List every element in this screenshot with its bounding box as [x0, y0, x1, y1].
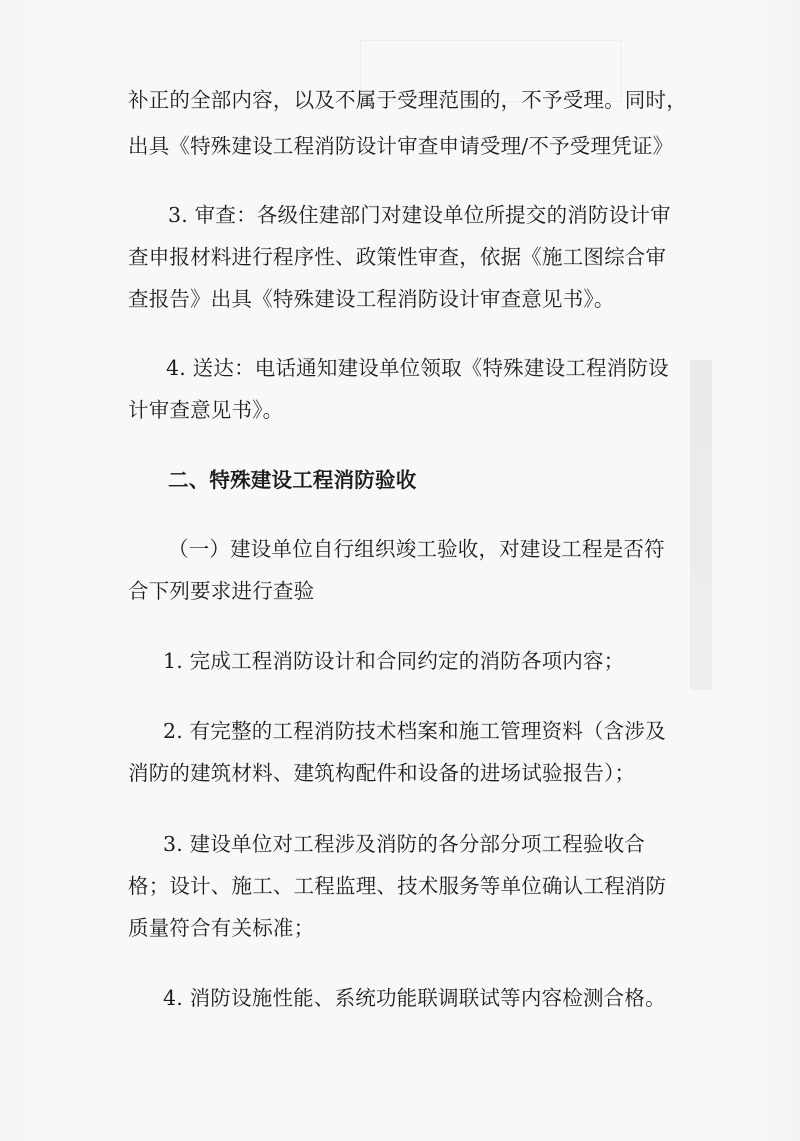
subsection-1-line-2: 合下列要求进行查验 — [128, 579, 315, 603]
req-item-3-line-1: 3. 建设单位对工程涉及消防的各分部分项工程验收合 — [163, 832, 646, 856]
req-item-2-line-1: 2. 有完整的工程消防技术档案和施工管理资料（含涉及 — [163, 719, 666, 743]
text-line-continuation-1: 补正的全部内容，以及不属于受理范围的，不予受理。同时， — [128, 88, 687, 112]
text-line-continuation-2: 出具《特殊建设工程消防设计审查申请受理/不予受理凭证》 — [128, 134, 674, 158]
req-item-3-line-2: 格；设计、施工、工程监理、技术服务等单位确认工程消防 — [128, 874, 667, 898]
req-item-3-line-3: 质量符合有关标准； — [128, 916, 315, 940]
item-3-review-line-1: 3. 审查：各级住建部门对建设单位所提交的消防设计审 — [168, 203, 671, 227]
section-heading-acceptance: 二、特殊建设工程消防验收 — [168, 468, 417, 492]
item-4-delivery-line-2: 计审查意见书》。 — [128, 398, 284, 422]
req-item-2-line-2: 消防的建筑材料、建筑构配件和设备的进场试验报告）； — [128, 761, 636, 785]
req-item-1: 1. 完成工程消防设计和合同约定的消防各项内容； — [163, 649, 625, 673]
item-3-review-line-2: 查申报材料进行程序性、政策性审查，依据《施工图综合审 — [128, 245, 667, 269]
req-item-4: 4. 消防设施性能、系统功能联调联试等内容检测合格。 — [163, 986, 666, 1010]
item-4-delivery-line-1: 4. 送达：电话通知建设单位领取《特殊建设工程消防设 — [166, 356, 669, 380]
item-3-review-line-3: 查报告》出具《特殊建设工程消防设计审查意见书》。 — [128, 287, 615, 311]
subsection-1-line-1: （一）建设单位自行组织竣工验收，对建设工程是否符 — [168, 537, 665, 561]
